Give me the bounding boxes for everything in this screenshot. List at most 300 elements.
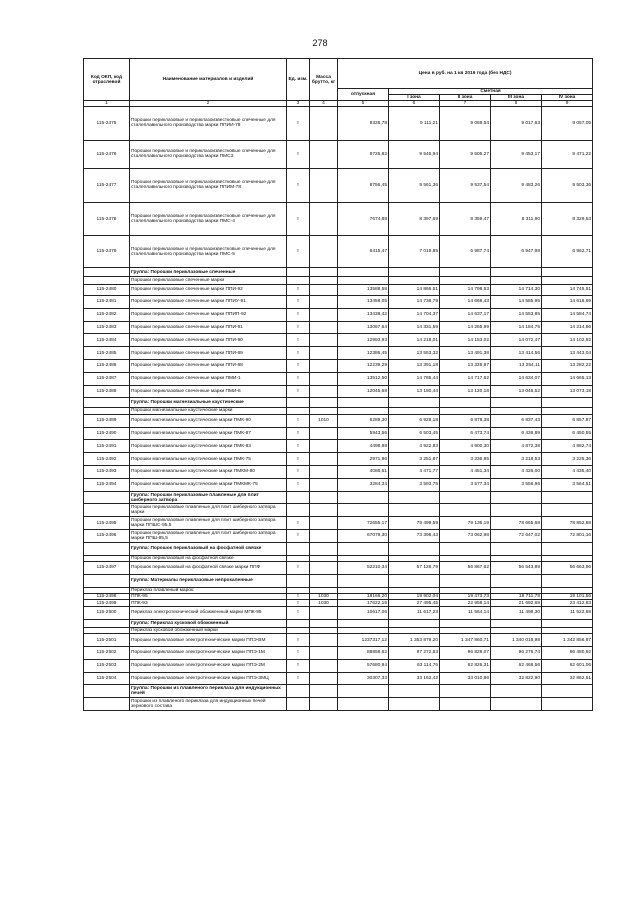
header-zone-3: III зона: [491, 95, 542, 101]
row-unit: т: [287, 347, 310, 360]
row-mass: 1010: [310, 414, 338, 427]
group-row: [84, 398, 593, 407]
row-code: 115-2497: [84, 562, 130, 575]
row-zone-3-price: 6 436,89: [491, 427, 542, 440]
row-zone-4-price: 14 745,51: [542, 284, 593, 295]
row-mass: [310, 284, 338, 295]
row-release-price: 13512,50: [338, 372, 389, 385]
row-zone-1-price: 7 019,85: [389, 236, 440, 268]
row-zone-4-price: 11 522,68: [542, 606, 593, 619]
row-name: Порошки периклазовые спеченные марки ПМИ-6: [130, 385, 287, 398]
row-unit: т: [287, 359, 310, 372]
row-zone-3-price: 3 556,96: [491, 478, 542, 491]
row-zone-3-price: 56 543,89: [491, 562, 542, 575]
row-zone-1-price: [389, 504, 440, 517]
header-release: отпускная: [338, 89, 389, 101]
row-mass: [310, 308, 338, 321]
row-zone-3-price: 62 468,56: [491, 659, 542, 672]
table-row: [84, 414, 593, 427]
row-unit: [287, 619, 310, 627]
table-row: [84, 334, 593, 347]
row-release-price: 18166,20: [338, 594, 389, 600]
row-code: 115-2502: [84, 646, 130, 659]
row-mass: [310, 504, 338, 517]
header-price-group: Цена в руб. на 1 кв 2016 года (без НДС): [338, 59, 593, 89]
row-release-price: 5943,56: [338, 427, 389, 440]
row-zone-3-price: [491, 491, 542, 504]
header-zone-2: II зона: [440, 95, 491, 101]
row-zone-4-price: 14 665,13: [542, 372, 593, 385]
row-name: Порошки периклазовые плавленые для плит шиберного затвора марки ППШС-95,5: [130, 517, 287, 530]
row-zone-1-price: 4 471,77: [389, 466, 440, 479]
row-zone-2-price: 14 265,99: [440, 321, 491, 334]
row-code: 115-2485: [84, 347, 130, 360]
row-name: Порошки периклазовые спеченные марки ППИ-91: [130, 321, 287, 334]
row-release-price: 13438,42: [338, 308, 389, 321]
row-name: Порошки периклазовые и периклазоизвестковые спеченные для сталеплавильного производства марки ПМС-5: [130, 236, 287, 268]
col-number: 5: [338, 101, 389, 107]
row-zone-1-price: 97 272,63: [389, 646, 440, 659]
row-code: 115-2476: [84, 140, 130, 169]
row-zone-4-price: [542, 277, 593, 284]
row-mass: [310, 466, 338, 479]
row-name: ППК-93: [130, 600, 287, 606]
row-zone-2-price: 3 577,34: [440, 478, 491, 491]
row-release-price: 3284,34: [338, 478, 389, 491]
row-unit: т: [287, 517, 310, 530]
row-zone-4-price: [542, 398, 593, 407]
row-unit: [287, 398, 310, 407]
row-zone-4-price: [542, 619, 593, 627]
row-name: Порошок периклазовый на фосфатной связке марки ППФ: [130, 562, 287, 575]
row-name: Порошки периклазовые электротехнические марки ППЭ-ЗМЦ: [130, 672, 287, 685]
row-zone-3-price: [491, 619, 542, 627]
row-mass: [310, 530, 338, 543]
row-name: Порошки периклазовые электротехнические марки ППЭ-ВМ: [130, 634, 287, 647]
row-mass: 1030: [310, 594, 338, 600]
row-unit: т: [287, 372, 310, 385]
row-code: [84, 277, 130, 284]
row-name: Порошки магнезиальные каустические марки ПМК-90: [130, 414, 287, 427]
table-row: [84, 295, 593, 308]
row-name: Группа: Порошки периклазовые плавленые для плит шиберного затвора: [130, 491, 287, 504]
row-code: [84, 407, 130, 414]
row-zone-4-price: [542, 491, 593, 504]
header-estimated: Сметная: [389, 89, 593, 95]
row-zone-2-price: [440, 267, 491, 276]
row-mass: [310, 606, 338, 619]
row-mass: [310, 698, 338, 711]
row-mass: [310, 295, 338, 308]
header-zone-4: IV зона: [542, 95, 593, 101]
row-mass: [310, 685, 338, 698]
row-name: Порошки магнезиальные каустические марки ПМК-75: [130, 453, 287, 466]
row-zone-4-price: 78 852,68: [542, 517, 593, 530]
row-zone-3-price: 18 711,78: [491, 594, 542, 600]
row-code: 115-2480: [84, 284, 130, 295]
row-zone-4-price: 4 882,74: [542, 440, 593, 453]
row-zone-2-price: 33 010,86: [440, 672, 491, 685]
row-name: Порошки периклазовые спеченные марки ППИ-92: [130, 284, 287, 295]
row-unit: [287, 698, 310, 711]
row-release-price: [338, 491, 389, 504]
row-unit: т: [287, 140, 310, 169]
row-zone-1-price: 9 561,36: [389, 169, 440, 203]
row-zone-3-price: 14 714,30: [491, 284, 542, 295]
table-row: [84, 236, 593, 268]
row-mass: [310, 107, 338, 141]
row-zone-2-price: 56 867,62: [440, 562, 491, 575]
row-zone-2-price: 6 987,74: [440, 236, 491, 268]
col-number: 6: [389, 101, 440, 107]
row-name: Порошки магнезиальные каустические марки ПМКМК-75: [130, 478, 287, 491]
row-unit: т: [287, 530, 310, 543]
row-zone-3-price: [491, 685, 542, 698]
table-body: [84, 107, 593, 711]
row-zone-4-price: 3 564,51: [542, 478, 593, 491]
row-name: Периклаз кусковой обожженный марки: [130, 627, 287, 633]
row-zone-1-price: [389, 542, 440, 555]
row-mass: [310, 385, 338, 398]
row-release-price: 17622,19: [338, 600, 389, 606]
row-mass: [310, 659, 338, 672]
row-unit: т: [287, 385, 310, 398]
row-zone-4-price: 6 450,55: [542, 427, 593, 440]
row-zone-1-price: [389, 698, 440, 711]
row-zone-2-price: 4 451,34: [440, 466, 491, 479]
row-zone-4-price: 13 443,04: [542, 347, 593, 360]
row-zone-2-price: 14 153,02: [440, 334, 491, 347]
row-release-price: [338, 619, 389, 627]
row-zone-2-price: 73 062,98: [440, 530, 491, 543]
row-zone-1-price: [389, 491, 440, 504]
row-zone-1-price: [389, 267, 440, 276]
table-row: [84, 659, 593, 672]
row-release-price: [338, 685, 389, 698]
table-row: [84, 169, 593, 203]
row-unit: т: [287, 440, 310, 453]
row-zone-4-price: [542, 267, 593, 276]
table-row: [84, 284, 593, 295]
row-unit: т: [287, 634, 310, 647]
row-zone-1-price: 13 553,32: [389, 347, 440, 360]
row-zone-1-price: 6 928,18: [389, 414, 440, 427]
row-mass: [310, 372, 338, 385]
table-row: [84, 321, 593, 334]
row-zone-3-price: [491, 267, 542, 276]
row-unit: т: [287, 334, 310, 347]
row-release-price: 52210,34: [338, 562, 389, 575]
row-name: Порошки периклазовые плавленые для плит шиберного затвора марки: [130, 504, 287, 517]
row-code: [84, 574, 130, 587]
subheading-row: [84, 277, 593, 284]
row-zone-2-price: 6 878,38: [440, 414, 491, 427]
row-zone-1-price: 63 114,76: [389, 659, 440, 672]
row-unit: [287, 504, 310, 517]
row-release-price: [338, 574, 389, 587]
row-name: Порошки периклазовые и периклазоизвестковые спеченные для сталеплавильного производства марки ППИМ-78: [130, 169, 287, 203]
row-unit: т: [287, 107, 310, 141]
row-code: 115-2500: [84, 606, 130, 619]
row-zone-2-price: 8 359,47: [440, 202, 491, 236]
col-number: 4: [310, 101, 338, 107]
row-code: 115-2495: [84, 517, 130, 530]
row-unit: [287, 685, 310, 698]
row-release-price: [338, 407, 389, 414]
row-zone-3-price: 4 872,38: [491, 440, 542, 453]
row-zone-2-price: 14 717,62: [440, 372, 491, 385]
table-row: [84, 140, 593, 169]
row-release-price: 13458,05: [338, 295, 389, 308]
group-row: [84, 685, 593, 698]
row-zone-2-price: 11 564,14: [440, 606, 491, 619]
row-zone-2-price: 4 900,30: [440, 440, 491, 453]
row-mass: [310, 619, 338, 627]
row-mass: [310, 169, 338, 203]
row-zone-3-price: 4 426,00: [491, 466, 542, 479]
row-zone-3-price: [491, 277, 542, 284]
row-zone-4-price: 13 073,18: [542, 385, 593, 398]
col-number: 9: [542, 101, 593, 107]
row-release-price: 6415,47: [338, 236, 389, 268]
row-zone-3-price: 14 184,75: [491, 321, 542, 334]
row-unit: [287, 277, 310, 284]
row-zone-2-price: [440, 277, 491, 284]
row-zone-3-price: 9 017,63: [491, 107, 542, 141]
row-unit: т: [287, 646, 310, 659]
row-name: Периклаз плавленый марок:: [130, 587, 287, 593]
row-zone-3-price: 14 553,85: [491, 308, 542, 321]
row-zone-1-price: [389, 398, 440, 407]
group-row: [84, 619, 593, 627]
row-zone-2-price: 14 798,53: [440, 284, 491, 295]
row-unit: т: [287, 284, 310, 295]
row-mass: [310, 542, 338, 555]
row-zone-3-price: 78 665,68: [491, 517, 542, 530]
subheading-row: [84, 504, 593, 517]
row-zone-3-price: [491, 698, 542, 711]
row-zone-1-price: [389, 619, 440, 627]
row-zone-2-price: [440, 491, 491, 504]
row-name: Порошки магнезиальные каустические марки: [130, 407, 287, 414]
row-release-price: 1237317,12: [338, 634, 389, 647]
row-release-price: 4498,98: [338, 440, 389, 453]
row-release-price: [338, 542, 389, 555]
row-zone-3-price: [491, 398, 542, 407]
row-zone-4-price: 72 801,16: [542, 530, 593, 543]
row-zone-2-price: 13 328,97: [440, 359, 491, 372]
row-mass: [310, 277, 338, 284]
row-zone-3-price: 1 340 016,98: [491, 634, 542, 647]
row-release-price: [338, 267, 389, 276]
row-zone-2-price: 6 473,74: [440, 427, 491, 440]
row-zone-1-price: 3 593,75: [389, 478, 440, 491]
group-row: [84, 542, 593, 555]
row-name: Группа: Порошки периклазовые спеченные: [130, 267, 287, 276]
subheading-row: [84, 407, 593, 414]
row-zone-3-price: [491, 504, 542, 517]
row-zone-2-price: 96 828,07: [440, 646, 491, 659]
table-row: [84, 347, 593, 360]
row-unit: т: [287, 659, 310, 672]
row-zone-4-price: 9 503,36: [542, 169, 593, 203]
row-release-price: 4086,61: [338, 466, 389, 479]
row-unit: т: [287, 672, 310, 685]
row-zone-3-price: 9 453,17: [491, 140, 542, 169]
row-mass: [310, 453, 338, 466]
row-unit: т: [287, 321, 310, 334]
row-mass: [310, 491, 338, 504]
row-zone-1-price: 14 736,79: [389, 295, 440, 308]
row-mass: [310, 334, 338, 347]
row-zone-2-price: 9 537,54: [440, 169, 491, 203]
row-zone-4-price: 13 282,22: [542, 359, 593, 372]
row-unit: т: [287, 169, 310, 203]
table-row: [84, 530, 593, 543]
row-zone-1-price: 19 902,04: [389, 594, 440, 600]
row-zone-2-price: 19 473,73: [440, 594, 491, 600]
row-unit: т: [287, 427, 310, 440]
row-zone-3-price: 6 947,98: [491, 236, 542, 268]
row-zone-4-price: [542, 407, 593, 414]
row-release-price: 13067,64: [338, 321, 389, 334]
header-mass: Масса брутто, кг: [310, 59, 338, 101]
row-zone-3-price: 32 822,90: [491, 672, 542, 685]
row-code: 115-2498: [84, 594, 130, 600]
row-zone-1-price: 33 162,42: [389, 672, 440, 685]
row-code: 115-2486: [84, 359, 130, 372]
row-zone-4-price: 8 329,53: [542, 202, 593, 236]
row-zone-2-price: 1 347 860,71: [440, 634, 491, 647]
col-number: 2: [130, 101, 287, 107]
row-zone-4-price: 6 857,87: [542, 414, 593, 427]
row-mass: [310, 398, 338, 407]
row-code: 115-2504: [84, 672, 130, 685]
table-row: [84, 308, 593, 321]
row-code: 115-2484: [84, 334, 130, 347]
row-code: [84, 619, 130, 627]
row-name: Порошки периклазовые спеченные марки ППИП-92: [130, 308, 287, 321]
row-release-price: [338, 504, 389, 517]
row-zone-4-price: 23 412,83: [542, 600, 593, 606]
row-code: 115-2499: [84, 600, 130, 606]
row-unit: [287, 491, 310, 504]
row-zone-1-price: 14 866,51: [389, 284, 440, 295]
row-release-price: 10617,06: [338, 606, 389, 619]
row-name: Порошки периклазовые электротехнические марки ППЭ-2М: [130, 659, 287, 672]
row-zone-4-price: 19 101,56: [542, 594, 593, 600]
row-zone-3-price: 3 218,53: [491, 453, 542, 466]
row-code: 115-2483: [84, 321, 130, 334]
table-row: [84, 107, 593, 141]
row-zone-3-price: 72 647,02: [491, 530, 542, 543]
row-release-price: 8326,78: [338, 107, 389, 141]
row-code: [84, 542, 130, 555]
row-mass: [310, 672, 338, 685]
row-zone-1-price: [389, 277, 440, 284]
row-zone-4-price: 1 342 856,87: [542, 634, 593, 647]
row-zone-2-price: [440, 504, 491, 517]
row-zone-1-price: 9 111,21: [389, 107, 440, 141]
row-zone-3-price: 96 276,74: [491, 646, 542, 659]
row-zone-1-price: 14 218,01: [389, 334, 440, 347]
col-number: 1: [84, 101, 130, 107]
row-name: Порошки магнезиальные каустические марки ПМК-83: [130, 440, 287, 453]
row-zone-1-price: 11 617,23: [389, 606, 440, 619]
row-mass: [310, 634, 338, 647]
row-name: Порошки из плавленого периклаза для индукционных печей зернового состава: [130, 698, 287, 711]
row-unit: т: [287, 236, 310, 268]
row-zone-1-price: 27 495,45: [389, 600, 440, 606]
row-zone-3-price: 14 072,47: [491, 334, 542, 347]
row-zone-3-price: 14 585,95: [491, 295, 542, 308]
row-zone-2-price: 13 120,18: [440, 385, 491, 398]
row-release-price: 12239,29: [338, 359, 389, 372]
row-zone-1-price: 79 499,59: [389, 517, 440, 530]
row-zone-4-price: 56 663,96: [542, 562, 593, 575]
table-row: [84, 466, 593, 479]
row-code: 115-2503: [84, 659, 130, 672]
page-number: 278: [312, 38, 328, 48]
row-unit: т: [287, 478, 310, 491]
row-mass: [310, 562, 338, 575]
row-zone-4-price: 14 102,92: [542, 334, 593, 347]
row-zone-3-price: [491, 407, 542, 414]
row-release-price: 88858,62: [338, 646, 389, 659]
row-code: 115-2488: [84, 385, 130, 398]
row-zone-3-price: 8 311,90: [491, 202, 542, 236]
group-row: [84, 267, 593, 276]
col-number: 8: [491, 101, 542, 107]
row-name: Порошок периклазовый на фосфатной связке: [130, 555, 287, 561]
row-code: 115-2475: [84, 107, 130, 141]
row-mass: [310, 427, 338, 440]
subheading-row: [84, 698, 593, 711]
row-unit: [287, 407, 310, 414]
row-zone-1-price: 14 331,59: [389, 321, 440, 334]
row-zone-2-price: [440, 542, 491, 555]
row-unit: т: [287, 562, 310, 575]
row-zone-4-price: 96 480,92: [542, 646, 593, 659]
row-unit: т: [287, 414, 310, 427]
table-row: [84, 646, 593, 659]
row-zone-1-price: [389, 407, 440, 414]
row-zone-2-price: [440, 698, 491, 711]
row-code: [84, 698, 130, 711]
row-release-price: 8726,82: [338, 140, 389, 169]
row-code: 115-2493: [84, 466, 130, 479]
row-zone-3-price: [491, 542, 542, 555]
row-zone-2-price: 79 136,19: [440, 517, 491, 530]
row-release-price: 7674,88: [338, 202, 389, 236]
row-zone-2-price: 62 826,31: [440, 659, 491, 672]
header-code: Код ОКП, код отраслевой: [84, 59, 130, 101]
row-zone-3-price: 14 634,07: [491, 372, 542, 385]
row-zone-4-price: 9 057,05: [542, 107, 593, 141]
row-name: Порошки периклазовые спеченные марки: [130, 277, 287, 284]
row-zone-4-price: 14 616,69: [542, 295, 593, 308]
row-zone-3-price: 13 254,11: [491, 359, 542, 372]
row-zone-4-price: [542, 504, 593, 517]
header-zone-1: I зона: [389, 95, 440, 101]
row-zone-1-price: [389, 685, 440, 698]
row-zone-2-price: [440, 619, 491, 627]
row-zone-4-price: 14 584,74: [542, 308, 593, 321]
row-release-price: 2971,96: [338, 453, 389, 466]
row-mass: [310, 478, 338, 491]
row-zone-4-price: 3 225,36: [542, 453, 593, 466]
row-name: Порошки магнезиальные каустические марки ПМКМ-80: [130, 466, 287, 479]
